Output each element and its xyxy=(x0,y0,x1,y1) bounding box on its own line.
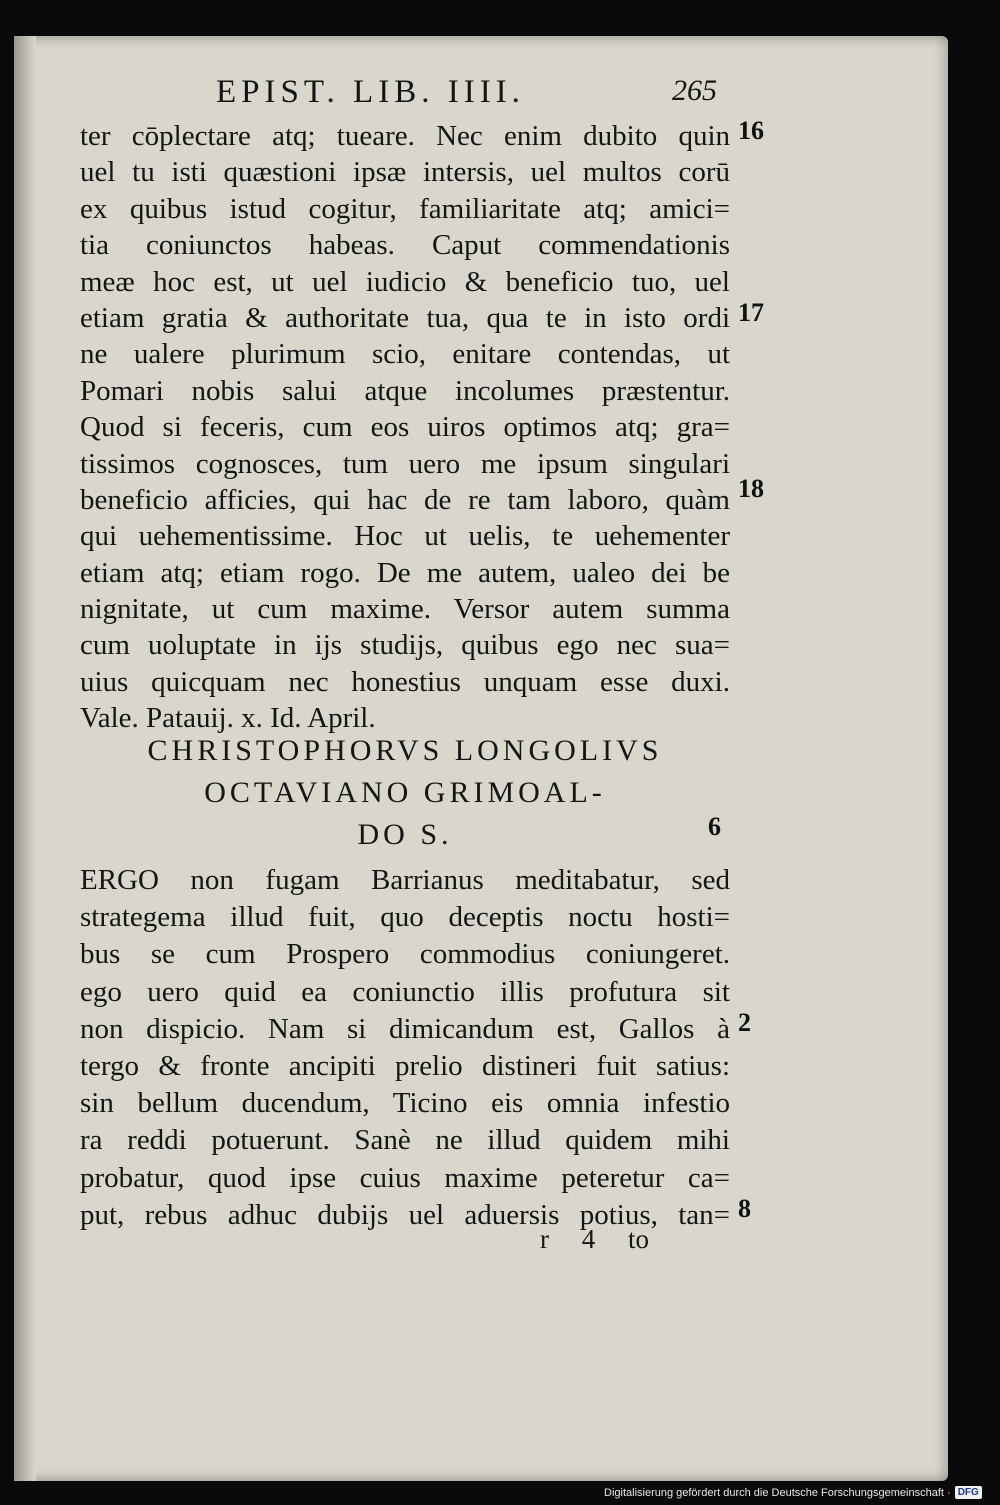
text-line: ter cōplectare atq; tueare. Nec enim dubito quin xyxy=(80,120,730,152)
text-line: beneficio afficies, qui hac de re tam laboro, quàm xyxy=(80,483,730,516)
text-line: tia coniunctos habeas. Caput commendationis xyxy=(80,229,730,262)
digitization-footer xyxy=(604,1486,982,1499)
page-gutter xyxy=(14,36,36,1481)
text-line: ne ualere plurimum scio, enitare contendas, ut xyxy=(80,338,730,371)
text-line: probatur, quod ipse cuius maxime peteretur ca= xyxy=(80,1161,730,1194)
letter-heading xyxy=(80,730,730,856)
text-line: cum uoluptate in ijs studijs, quibus ego nec sua= xyxy=(80,629,730,662)
text-line: nignitate, ut cum maxime. Versor autem summa xyxy=(80,593,730,626)
margin-number: 8 xyxy=(738,1194,751,1223)
margin-number: 16 xyxy=(738,116,764,145)
text-line: bus se cum Prospero commodius coniungeret. xyxy=(80,938,730,971)
margin-number: 17 xyxy=(738,298,764,327)
text-line: Pomari nobis salui atque incolumes præstentur. xyxy=(80,374,730,407)
text-line: strategema illud fuit, quo deceptis noctu hosti= xyxy=(80,901,730,934)
letter-body xyxy=(80,862,730,1234)
text-line: tissimos cognosces, tum uero me ipsum singulari xyxy=(80,447,730,480)
dfg-logo-icon: DFG xyxy=(955,1486,982,1499)
heading-line: OCTAVIANO GRIMOAL- xyxy=(204,776,606,809)
heading-line: CHRISTOPHORVS LONGOLIVS xyxy=(147,734,663,767)
text-line: qui uehementissime. Hoc ut uelis, te uehementer xyxy=(80,520,730,553)
text-line: Vale. Patauij. x. Id. April. xyxy=(80,702,376,735)
folio-number: 265 xyxy=(672,74,717,107)
signature-line xyxy=(540,1224,649,1255)
text-line: ex quibus istud cogitur, familiaritate atq; amici= xyxy=(80,192,730,225)
text-line: meæ hoc est, ut uel iudicio & beneficio tuo, uel xyxy=(80,265,730,298)
text-line: Quod si feceris, cum eos uiros optimos atq; gra= xyxy=(80,411,730,444)
text-line: uius quicquam nec honestius unquam esse duxi. xyxy=(80,665,730,698)
text-line: non dispicio. Nam si dimicandum est, Gallos à xyxy=(80,1012,730,1045)
text-line: tergo & fronte ancipiti prelio distineri fuit satius: xyxy=(80,1049,730,1082)
text-line: etiam gratia & authoritate tua, qua te in isto ordi xyxy=(80,301,730,334)
letter-continuation xyxy=(80,118,730,737)
text-line: put, rebus adhuc dubijs uel aduersis potius, tan= xyxy=(80,1198,730,1231)
text-line: ra reddi potuerunt. Sanè ne illud quidem mihi xyxy=(80,1124,730,1157)
running-title: EPIST. LIB. IIII. xyxy=(216,74,525,110)
funding-credit: Digitalisierung gefördert durch die Deutsche Forschungsgemeinschaft · xyxy=(604,1486,951,1499)
margin-number: 2 xyxy=(738,1008,751,1037)
text-line: ERGO non fugam Barrianus meditabatur, sed xyxy=(80,864,730,896)
catchword: to xyxy=(628,1224,650,1254)
text-line: ego uero quid ea coniunctio illis profutura sit xyxy=(80,975,730,1008)
text-line: etiam atq; etiam rogo. De me autem, ualeo dei be xyxy=(80,556,730,589)
signature-mark: r 4 xyxy=(540,1224,596,1254)
text-line: sin bellum ducendum, Ticino eis omnia infestio xyxy=(80,1087,730,1120)
margin-number: 6 xyxy=(708,812,721,841)
margin-number: 18 xyxy=(738,474,764,503)
heading-line: DO S. xyxy=(357,818,453,851)
text-line: uel tu isti quæstioni ipsæ intersis, uel multos corū xyxy=(80,156,730,189)
